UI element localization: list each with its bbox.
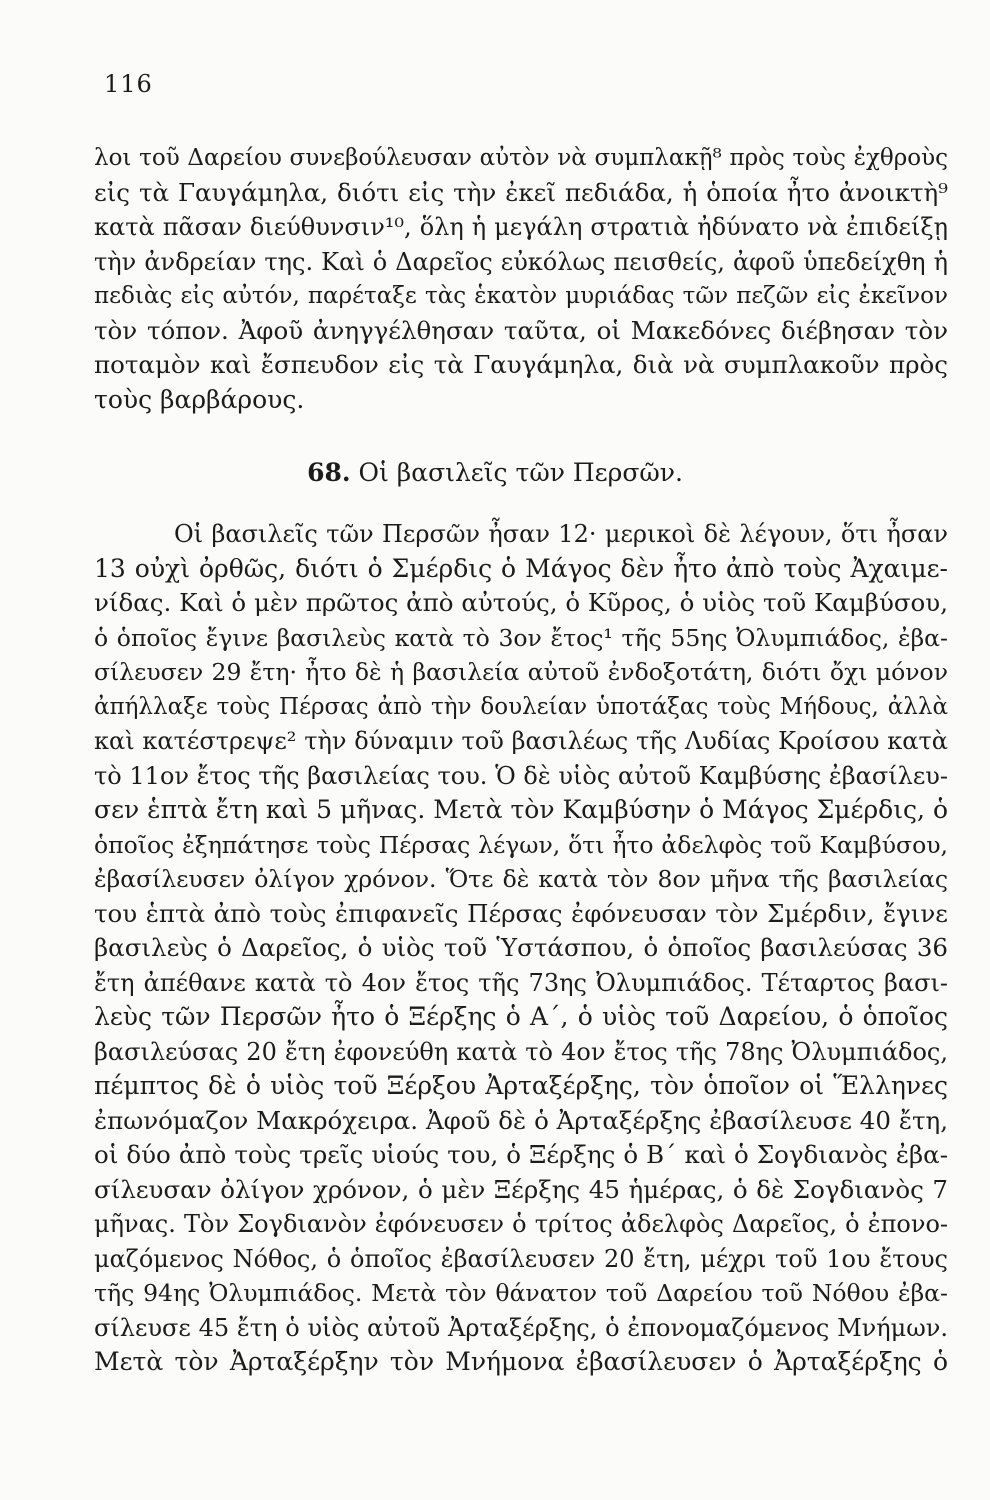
text-line: λεὺς τῶν Περσῶν ἦτο ὁ Ξέρξης ὁ Α΄, ὁ υἱὸς τοῦ Δαρείου, ὁ ὁποῖος (94, 1002, 948, 1031)
text-line: ἐβασίλευσεν ὀλίγον χρόνον. Ὅτε δὲ κατὰ τὸν 8ον μῆνα τῆς βασιλείας (94, 865, 948, 893)
text-line: ὁ ὁποῖος ἔγινε βασιλεὺς κατὰ τὸ 3ον ἔτος¹ τῆς 55ης Ὀλυμπιάδος, ἐβα- (94, 623, 948, 652)
text-line: Οἱ βασιλεῖς τῶν Περσῶν ἦσαν 12· μερικοὶ δὲ λέγουν, ὅτι ἦσαν (174, 520, 948, 548)
text-line: νίδας. Καὶ ὁ μὲν πρῶτος ἀπὸ αὐτούς, ὁ Κῦρος, ὁ υἱὸς τοῦ Καμβύσου, (94, 588, 948, 617)
text-line: καὶ κατέστρεψε² τὴν δύναμιν τοῦ βασιλέως τῆς Λυδίας Κροίσου κατὰ (94, 727, 948, 755)
section-number: 68. (307, 458, 351, 487)
text-line: λοι τοῦ Δαρείου συνεβούλευσαν αὐτὸν νὰ συμπλακῇ⁸ πρὸς τοὺς ἐχθροὺς (94, 145, 948, 171)
text-line: 13 οὐχὶ ὀρθῶς, διότι ὁ Σμέρδις ὁ Μάγος δὲν ἦτο ἀπὸ τοὺς Ἀχαιμε- (94, 553, 948, 583)
text-line: μαζόμενος Νόθος, ὁ ὁποῖος ἐβασίλευσεν 20 ἔτη, μέχρι τοῦ 1ου ἔτους (94, 1244, 948, 1273)
text-line: σίλευσε 45 ἔτη ὁ υἱὸς αὐτοῦ Ἀρταξέρξης, ὁ ἐπονομαζόμενος Μνήμων. (94, 1313, 948, 1342)
text-line: σεν ἑπτὰ ἔτη καὶ 5 μῆνας. Μετὰ τὸν Καμβύσην ὁ Μάγος Σμέρδις, ὁ (94, 795, 948, 824)
text-line: ποταμὸν καὶ ἔσπευδον εἰς τὰ Γαυγάμηλα, διὰ νὰ συμπλακοῦν πρὸς (94, 350, 948, 379)
text-line: τοὺς βαρβάρους. (94, 384, 305, 414)
text-line: τὸν τόπον. Ἀφοῦ ἀνηγγέλθησαν ταῦτα, οἱ Μακεδόνες διέβησαν τὸν (94, 315, 948, 345)
text-line: τὸ 11ον ἔτος τῆς βασιλείας του. Ὁ δὲ υἱὸς αὐτοῦ Καμβύσης ἐβασίλευ- (94, 761, 948, 790)
text-line: κατὰ πᾶσαν διεύθυνσιν¹⁰, ὅλη ἡ μεγάλη στρατιὰ ἠδύνατο νὰ ἐπιδείξῃ (94, 213, 948, 241)
text-line: βασιλεὺς ὁ Δαρεῖος, ὁ υἱὸς τοῦ Ὑστάσπου, ὁ ὁποῖος βασιλεύσας 36 (94, 933, 948, 962)
intro-paragraph (94, 141, 948, 417)
section-heading (0, 456, 990, 490)
text-line: ἀπήλλαξε τοὺς Πέρσας ἀπὸ τὴν δουλείαν ὑποτάξας τοὺς Μήδους, ἀλλὰ (94, 693, 948, 720)
text-line: του ἑπτὰ ἀπὸ τοὺς ἐπιφανεῖς Πέρσας ἐφόνευσαν τὸν Σμέρδιν, ἔγινε (94, 898, 948, 928)
text-line: ἔτη ἀπέθανε κατὰ τὸ 4ον ἔτος τῆς 73ης Ὀλυμπιάδος. Τέταρτος βασι- (94, 968, 948, 997)
text-line: σίλευσεν 29 ἔτη· ἦτο δὲ ἡ βασιλεία αὐτοῦ ἐνδοξοτάτη, διότι ὄχι μόνον (94, 658, 948, 686)
text-line: πεδιὰς εἰς αὐτόν, παρέταξε τὰς ἑκατὸν μυριάδας τῶν πεζῶν εἰς ἐκεῖνον (94, 283, 948, 309)
text-line: μῆνας. Τὸν Σογδιανὸν ἐφόνευσεν ὁ τρίτος ἀδελφὸς Δαρεῖος, ὁ ἐπονο- (94, 1210, 948, 1238)
section-title: Οἱ βασιλεῖς τῶν Περσῶν. (358, 458, 683, 487)
text-line: βασιλεύσας 20 ἔτη ἐφονεύθη κατὰ τὸ 4ον ἔτος τῆς 78ης Ὀλυμπιάδος, (94, 1037, 948, 1066)
body-paragraph (94, 517, 948, 1380)
text-line: τῆς 94ης Ὀλυμπιάδος. Μετὰ τὸν θάνατον τοῦ Δαρείου τοῦ Νόθου ἐβα- (94, 1279, 948, 1307)
text-line: πέμπτος δὲ ὁ υἱὸς τοῦ Ξέρξου Ἀρταξέρξης, τὸν ὁποῖον οἱ Ἕλληνες (94, 1071, 948, 1100)
text-line: Μετὰ τὸν Ἀρταξέρξην τὸν Μνήμονα ἐβασίλευσεν ὁ Ἀρταξέρξης ὁ (94, 1347, 948, 1376)
text-line: τὴν ἀνδρείαν της. Καὶ ὁ Δαρεῖος εὐκόλως πεισθείς, ἀφοῦ ὑπεδείχθη ἡ (94, 247, 948, 276)
text-line: σίλευσαν ὀλίγον χρόνον, ὁ μὲν Ξέρξης 45 ἡμέρας, ὁ δὲ Σογδιανὸς 7 (94, 1174, 948, 1204)
text-line: ἐπωνόμαζον Μακρόχειρα. Ἀφοῦ δὲ ὁ Ἀρταξέρξης ἐβασίλευσε 40 ἔτη, (94, 1105, 948, 1135)
text-line: ὁποῖος ἐξηπάτησε τοὺς Πέρσας λέγων, ὅτι ἦτο ἀδελφὸς τοῦ Καμβύσου, (94, 830, 948, 859)
text-line: οἱ δύο ἀπὸ τοὺς τρεῖς υἱούς του, ὁ Ξέρξης ὁ Β΄ καὶ ὁ Σογδιανὸς ἐβα- (94, 1140, 948, 1169)
text-line: εἰς τὰ Γαυγάμηλα, διότι εἰς τὴν ἐκεῖ πεδιάδα, ἡ ὁποία ἦτο ἀνοικτὴ⁹ (94, 177, 948, 207)
page-number: 116 (104, 70, 153, 98)
